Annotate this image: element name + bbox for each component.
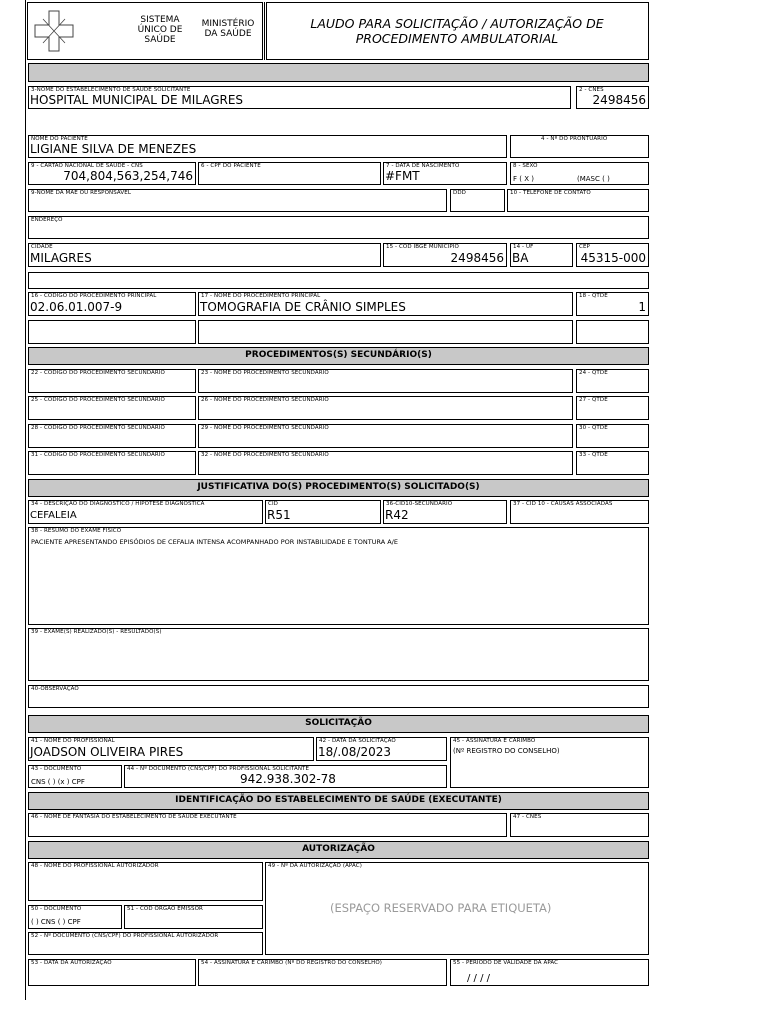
physical-exam: PACIENTE APRESENTANDO EPISÓDIOS DE CEFALIA INTENSA ACOMPANHADO POR INSTABILIDADE E TONTURA A/E [31,538,398,546]
observation-field[interactable]: 40-OBSERVAÇÃO [28,685,649,708]
professional-name-field[interactable]: 41 - NOME DO PROFISSIONAL JOADSON OLIVEIRA PIRES [28,737,314,761]
diagnosis-field[interactable]: 34 - DESCRIÇÃO DO DIAGNÓSTICO / HIPÓTESE DIAGNÓSTICA CEFALEIA [28,500,263,524]
main-procedure-qty: 1 [638,300,646,314]
authorizer-docnum-field[interactable]: 52 - Nº DOCUMENTO (CNS/CPF) DO PROFISSIONAL AUTORIZADOR [28,932,263,955]
cep: 45315-000 [580,251,646,265]
cep-field[interactable]: CEP 45315-000 [576,243,649,267]
establishment-name-field[interactable]: 3-NOME DO ESTABELECIMENTO DE SAÚDE SOLICITANTE HOSPITAL MUNICIPAL DE MILAGRES [28,86,571,109]
physical-exam-field[interactable]: 38 - RESUMO DO EXAME FÍSICO PACIENTE APRESENTANDO EPISÓDIOS DE CEFALIA INTENSA ACOMPANHADO POR INSTABILIDADE E TONTURA A/E [28,527,649,625]
document-number: 942.938.302-78 [240,772,336,786]
establishment-cnes: 2498456 [592,93,646,107]
request-date: 18/.08/2023 [318,745,391,759]
uf-field[interactable]: 14 - UF BA [510,243,573,267]
request-date-field[interactable]: 42 - DATA DA SOLICITAÇÃO 18/.08/2023 [316,737,447,761]
justification-header: JUSTIFICATIVA DO(S) PROCEDIMENTO(S) SOLICITADO(S) [28,479,649,497]
header-title-block [266,2,649,60]
secondary-qty-field[interactable]: 24 - QTDE [576,369,649,393]
page-title: LAUDO PARA SOLICITAÇÃO / AUTORIZAÇÃO DE PROCEDIMENTO AMBULATORIAL [310,16,604,46]
birth-date-field[interactable]: 7 - DATA DE NASCIMENTO #FMT [383,162,507,185]
secondary-name-field[interactable]: 23 - NOME DO PROCEDIMENTO SECUNDÁRIO [198,369,573,393]
sex-female: F ( X ) [513,175,534,183]
executor-cnes-field[interactable]: 47 - CNES [510,813,649,837]
apac-number-field[interactable]: 49 - Nº DA AUTORIZAÇÃO (APAC) (ESPAÇO RESERVADO PARA ETIQUETA) [265,862,649,955]
professional-name: JOADSON OLIVEIRA PIRES [30,745,184,759]
ibge-code: 2498456 [450,251,504,265]
page-left-border [25,0,26,1000]
authorizer-name-field[interactable]: 48 - NOME DO PROFISSIONAL AUTORIZADOR [28,862,263,901]
sex-field[interactable]: 8 - SEXO F ( X ) (MASC ( ) [510,162,649,185]
birth-date: #FMT [385,169,420,183]
main-procedure-code: 02.06.01.007-9 [30,300,123,314]
cpf-field[interactable]: 6 - CPF DO PACIENTE [198,162,381,185]
secondary-code-field[interactable]: 28 - CÓDIGO DO PROCEDIMENTO SECUNDÁRIO [28,424,196,448]
secondary-code-field[interactable]: 31 - CÓDIGO DO PROCEDIMENTO SECUNDÁRIO [28,451,196,475]
request-header: SOLICITAÇÃO [28,715,649,733]
document-number-field[interactable]: 44 - Nº DOCUMENTO (CNS/CPF) DO PROFISSIONAL SOLICITANTE 942.938.302-78 [124,765,447,788]
main-procedure-code-field[interactable]: 16 - CÓDIGO DO PROCEDIMENTO PRINCIPAL 02.06.01.007-9 [28,292,196,316]
secondary-code-field[interactable]: 22 - CÓDIGO DO PROCEDIMENTO SECUNDÁRIO [28,369,196,393]
header-divider [264,2,265,60]
cid-secondary: R42 [385,508,409,522]
signature-note: (Nº REGISTRO DO CONSELHO) [453,747,560,755]
authorization-date-field[interactable]: 53 - DATA DA AUTORIZAÇÃO [28,959,196,986]
record-number-field[interactable]: 4 - Nº DO PRONTUÁRIO [510,135,649,158]
cid-secondary-field[interactable]: 36-CID10-SECUNDÁRIO R42 [383,500,507,524]
secondary-qty-field[interactable]: 30 - QTDE [576,424,649,448]
city-field[interactable]: CIDADE MILAGRES [28,243,381,267]
cid-field[interactable]: CID R51 [265,500,381,524]
apac-placeholder: (ESPAÇO RESERVADO PARA ETIQUETA) [330,901,552,915]
main-procedure-name: TOMOGRAFIA DE CRÂNIO SIMPLES [200,300,406,314]
patient-name: LIGIANE SILVA DE MENEZES [30,142,197,156]
secondary-name-field[interactable]: 29 - NOME DO PROCEDIMENTO SECUNDÁRIO [198,424,573,448]
mother-name-field[interactable]: 9-NOME DA MÃE OU RESPONSÁVEL [28,189,447,212]
secondary-qty-field[interactable]: 33 - QTDE [576,451,649,475]
establishment-cnes-field[interactable]: 2 - CNES 2498456 [576,86,649,109]
cid: R51 [267,508,291,522]
top-band [28,63,649,82]
patient-name-field[interactable]: NOME DO PACIENTE LIGIANE SILVA DE MENEZES [28,135,507,158]
secondary-code-field[interactable]: 25 - CÓDIGO DO PROCEDIMENTO SECUNDÁRIO [28,396,196,420]
establishment-name: HOSPITAL MUNICIPAL DE MILAGRES [30,93,244,107]
sex-male: (MASC ( ) [577,175,610,183]
executor-header: IDENTIFICAÇÃO DO ESTABELECIMENTO DE SAÚDE (EXECUTANTE) [28,792,649,810]
document-type-field[interactable]: 43 - DOCUMENTO CNS ( ) (x ) CPF [28,765,122,788]
address-field[interactable]: ENDEREÇO [28,216,649,239]
cns-field[interactable]: 9 - CARTÃO NACIONAL DE SAÚDE - CNS 704,804,563,254,746 [28,162,196,185]
authorization-signature-field[interactable]: 54 - ASSINATURA E CARIMBO (Nº DO REGISTRO DO CONSELHO) [198,959,447,986]
associated-causes-field[interactable]: 37 - CID 10 - CAUSAS ASSOCIADAS [510,500,649,524]
sus-logo-block [27,2,263,60]
authorizer-document-type: ( ) CNS ( ) CPF [31,918,81,926]
ministry-text: MINISTÉRIO DA SAÚDE [201,19,255,39]
secondary-qty-field[interactable]: 27 - QTDE [576,396,649,420]
ddd-field[interactable]: DDD [450,189,505,212]
city: MILAGRES [30,251,92,265]
main-procedure-name-field[interactable]: 17 - NOME DO PROCEDIMENTO PRINCIPAL TOMOGRAFIA DE CRÂNIO SIMPLES [198,292,573,316]
main-procedure-extra-code [28,320,196,344]
sus-cross-icon [33,9,75,53]
authorization-header: AUTORIZAÇÃO [28,841,649,859]
authorizer-document-field[interactable]: 50 - DOCUMENTO ( ) CNS ( ) CPF [28,905,122,929]
exam-results-field[interactable]: 39 - EXAME(S) REALIZADO(S) - RESULTADO(S) [28,628,649,681]
main-procedure-extra-qty [576,320,649,344]
patient-cns: 704,804,563,254,746 [63,169,193,183]
document-type: CNS ( ) (x ) CPF [31,778,85,786]
apac-validity: / / / / [467,973,491,984]
sus-text: SISTEMA ÚNICO DE SAÚDE [137,15,183,45]
apac-validity-field[interactable]: 55 - PERÍODO DE VALIDADE DA APAC / / / / [450,959,649,986]
main-procedure-qty-field[interactable]: 18 - QTDE 1 [576,292,649,316]
ibge-field[interactable]: 15 - COD IBGE MUNICÍPIO 2498456 [383,243,507,267]
phone-field[interactable]: 10 - TELEFONE DE CONTATO [507,189,649,212]
secondary-name-field[interactable]: 26 - NOME DO PROCEDIMENTO SECUNDÁRIO [198,396,573,420]
blank-row [28,272,649,289]
executor-name-field[interactable]: 46 - NOME DE FANTASIA DO ESTABELECIMENTO DE SAÚDE EXECUTANTE [28,813,507,837]
secondary-name-field[interactable]: 32 - NOME DO PROCEDIMENTO SECUNDÁRIO [198,451,573,475]
diagnosis: CEFALEIA [30,510,77,521]
issuer-code-field[interactable]: 51 - COD ÓRGÃO EMISSOR [124,905,263,929]
signature-field[interactable]: 45 - ASSINATURA E CARIMBO (Nº REGISTRO DO CONSELHO) [450,737,649,788]
secondary-procedures-header: PROCEDIMENTOS(S) SECUNDÁRIO(S) [28,347,649,365]
uf: BA [512,251,529,265]
main-procedure-extra-name [198,320,573,344]
